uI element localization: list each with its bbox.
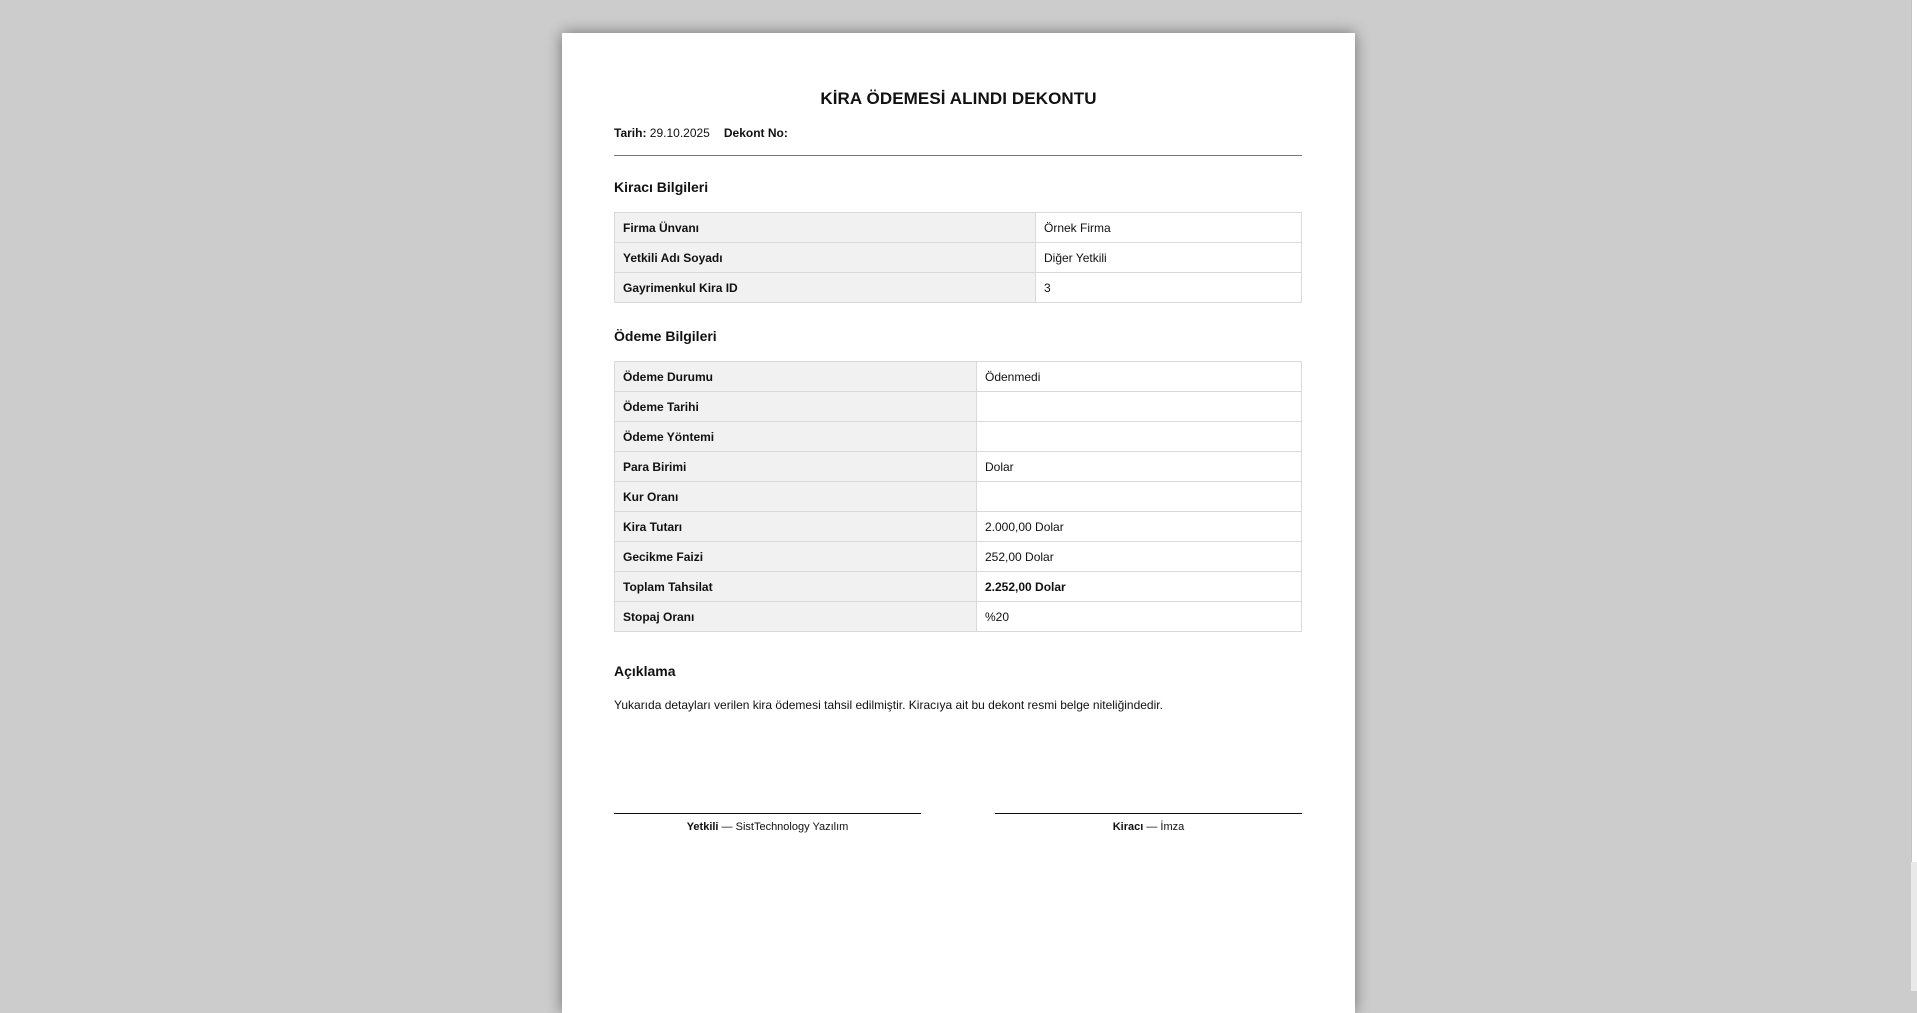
date-value: 29.10.2025	[649, 126, 710, 140]
document-title: KİRA ÖDEMESİ ALINDI DEKONTU	[820, 89, 1097, 108]
payment-info-table	[614, 361, 1302, 632]
row-label: Gayrimenkul Kira ID	[615, 273, 1036, 303]
tenant-signature	[995, 813, 1302, 833]
authorized-name: SistTechnology Yazılım	[735, 821, 849, 833]
table-row	[615, 512, 1302, 542]
row-value: Diğer Yetkili	[1036, 243, 1302, 273]
receipt-no-label: Dekont No:	[723, 126, 788, 140]
row-label: Ödeme Durumu	[615, 362, 977, 392]
row-label: Kira Tutarı	[615, 512, 977, 542]
table-row	[615, 213, 1302, 243]
row-label: Yetkili Adı Soyadı	[615, 243, 1036, 273]
row-value: 252,00 Dolar	[977, 542, 1302, 572]
row-label: Ödeme Yöntemi	[615, 422, 977, 452]
table-row	[615, 392, 1302, 422]
row-value	[977, 392, 1302, 422]
row-value: 3	[1036, 273, 1302, 303]
table-row	[615, 542, 1302, 572]
document-meta	[614, 126, 788, 140]
row-value	[977, 482, 1302, 512]
tenant-section-title: Kiracı Bilgileri	[614, 179, 709, 195]
row-value: Dolar	[977, 452, 1302, 482]
description-text: Yukarıda detayları verilen kira ödemesi tahsil edilmiştir. Kiracıya ait bu dekont resmi belge niteliğindedir.	[614, 698, 1163, 712]
authorized-signature	[614, 813, 921, 833]
row-label: Toplam Tahsilat	[615, 572, 977, 602]
signature-separator: —	[718, 821, 736, 833]
authorized-role: Yetkili	[686, 821, 719, 833]
table-row	[615, 482, 1302, 512]
row-label: Firma Ünvanı	[615, 213, 1036, 243]
date-label: Tarih:	[614, 126, 647, 140]
row-label: Para Birimi	[615, 452, 977, 482]
row-label: Ödeme Tarihi	[615, 392, 977, 422]
row-value: 2.000,00 Dolar	[977, 512, 1302, 542]
table-row	[615, 572, 1302, 602]
signature-separator: —	[1143, 821, 1161, 833]
payment-section-title: Ödeme Bilgileri	[614, 328, 717, 344]
total-collection-value: 2.252,00 Dolar	[977, 572, 1302, 602]
row-value: Örnek Firma	[1036, 213, 1302, 243]
scrollbar-thumb[interactable]	[1911, 0, 1917, 862]
receipt-page	[562, 33, 1355, 1013]
row-value	[977, 422, 1302, 452]
table-row	[615, 243, 1302, 273]
row-value: Ödenmedi	[977, 362, 1302, 392]
row-label: Gecikme Faizi	[615, 542, 977, 572]
table-row	[615, 602, 1302, 632]
tenant-signature-label: İmza	[1160, 821, 1185, 833]
table-row	[615, 452, 1302, 482]
vertical-scrollbar[interactable]	[1911, 0, 1917, 991]
row-label: Kur Oranı	[615, 482, 977, 512]
tenant-role: Kiracı	[1112, 821, 1144, 833]
tenant-info-table	[614, 212, 1302, 303]
table-row	[615, 362, 1302, 392]
table-row	[615, 422, 1302, 452]
row-value: %20	[977, 602, 1302, 632]
table-row	[615, 273, 1302, 303]
description-section-title: Açıklama	[614, 663, 676, 679]
row-label: Stopaj Oranı	[615, 602, 977, 632]
header-divider	[614, 155, 1302, 156]
